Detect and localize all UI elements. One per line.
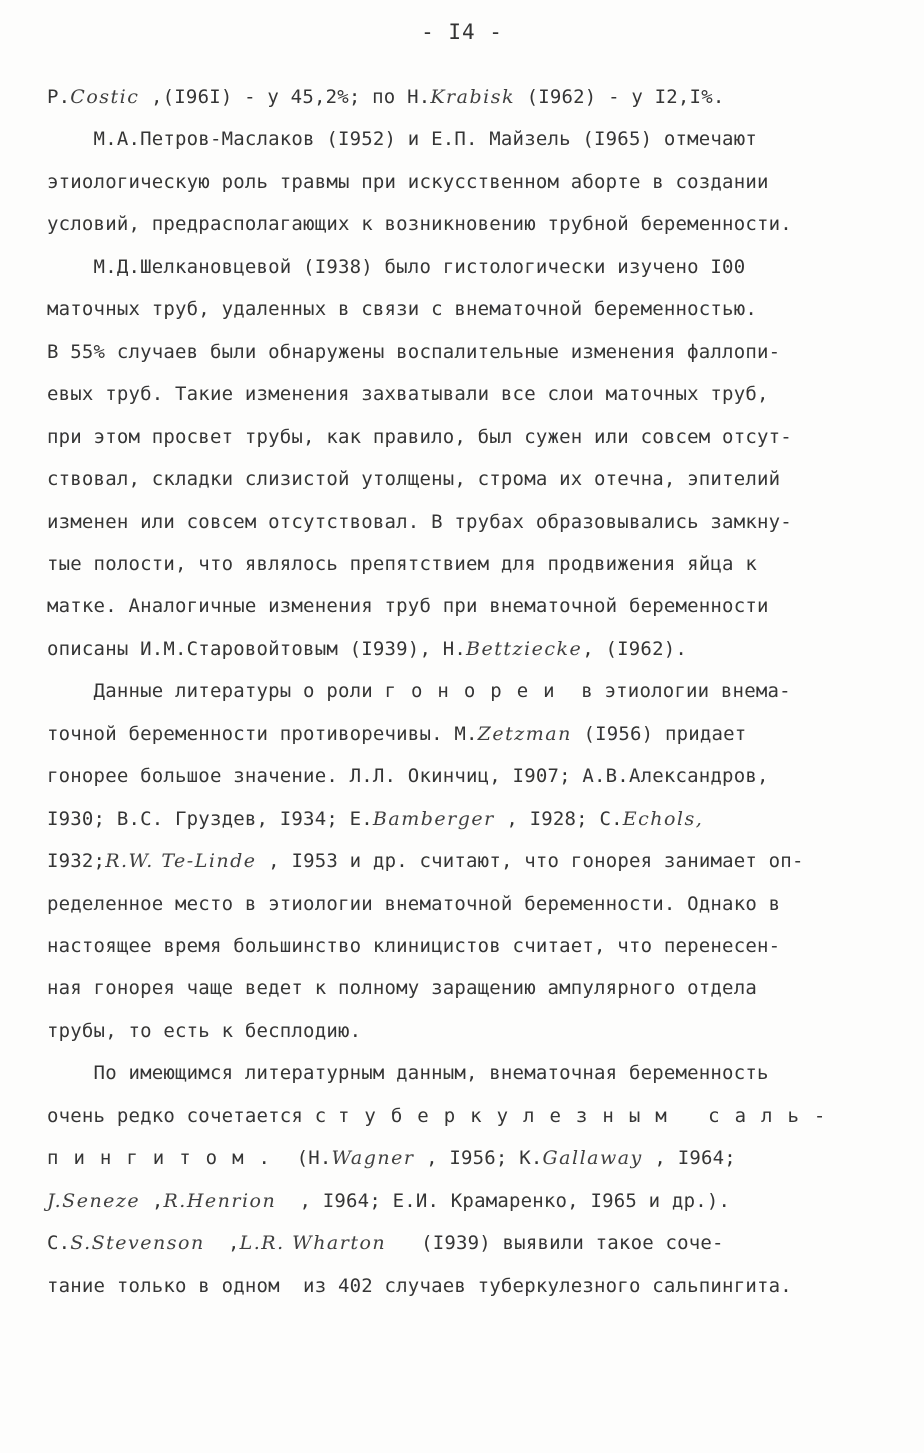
text-line [47,255,746,278]
typed-text: изменен или совсем отсутствовал. В трубах образовывались замкну- [47,510,792,533]
typed-text: (I939) выявили такое сочe- [386,1232,724,1255]
typed-text: ,(I96I) - у 45,2%; по Н. [139,86,431,108]
typed-text: тые полости, что являлось препятствием для продвижения яйца к [47,552,757,575]
typed-text: (Н. [284,1147,332,1170]
typed-text: , [204,1232,240,1255]
text-line [47,1274,792,1297]
handwritten-name: Zetzman [477,722,572,745]
page-number: - I4 - [421,20,503,44]
typed-text: I932; [47,850,106,873]
text-line [47,340,781,363]
typed-text: Р. [47,86,71,108]
typed-text: описаны И.М.Старовойтовым (I939), Н. [47,637,467,660]
text-line [47,215,792,234]
typed-text: , I928; C. [494,807,623,830]
handwritten-name: R.W. Te-Linde [105,850,257,873]
typed-text: , I964; [642,1147,736,1170]
typed-text: настоящее время большинство клиницистов считает, что перенесен- [47,935,781,957]
typed-text: матке. Аналогичные изменения труб при внематочной беременности [47,595,769,618]
text-line [47,937,780,956]
handwritten-name: Bamberger [372,807,495,830]
spaced-emphasis: туберкулезным саль- [337,1104,841,1127]
text-line [47,1149,736,1168]
handwritten-name: Krabisk [430,86,515,108]
text-line [47,767,769,786]
text-line [47,979,757,998]
text-line [47,892,781,915]
text-line [47,852,804,871]
spaced-emphasis: пингитом. [47,1147,285,1170]
spaced-emphasis: гонореи [384,680,570,703]
text-line [47,385,769,404]
typed-text: очень редко сочетается с [47,1104,338,1127]
text-line [47,682,791,701]
text-line [47,637,687,660]
typed-text: ная гонорея чаще ведет к полному заращению ампулярного отдела [47,977,757,1000]
typed-text: тание только в одном из 402 случаев туберкулезного сальпингита. [47,1274,792,1297]
typed-text: гонорее большое значение. Л.Л. Окинчиц, I907; А.В.Александров, [47,765,769,788]
text-line [47,510,792,533]
typed-text: , I956; K. [414,1147,543,1170]
text-line [47,1189,731,1212]
text-line [47,300,757,319]
handwritten-name: J.Seneze [47,1189,141,1212]
handwritten-name: L.R. Wharton [239,1232,387,1255]
text-line [47,1234,724,1253]
typed-text: этиологическую роль травмы при искусственном аборте в создании [47,170,769,193]
text-line [47,722,747,745]
handwritten-name: S.Stevenson [70,1232,205,1255]
handwritten-name: Costic [70,86,140,108]
text-line [47,88,724,107]
typed-text: , I964; Е.И. Крамаренко, I965 и др.). [276,1189,731,1212]
handwritten-name: R.Henrion [163,1189,277,1212]
typed-text: ределенное место в этиологии внематочной беременности. Однако в [47,892,781,915]
handwritten-name: Bettziecke [466,637,583,660]
typed-text: евых труб. Такие изменения захватывали все слои маточных труб, [47,383,769,406]
text-line [47,170,769,193]
typed-text: , I953 и др. считают, что гонорея занимает оп- [256,850,804,873]
typed-text: (I956) придает [571,722,747,745]
typed-text: I930; В.С. Груздев, I934; E. [47,807,373,830]
text-line [47,130,757,149]
text-line [47,1104,841,1127]
typed-text: маточных труб, удаленных в связи с внематочной беременностью. [47,298,757,321]
text-line [47,597,769,616]
handwritten-name: Gallaway [542,1147,643,1170]
typed-text: По имеющимся литературным данным, внематочная беременность [47,1062,769,1085]
typed-text: М.Д.Шелкановцевой (I938) было гистологически изучено I00 [47,255,746,278]
typed-text: трубы, то есть к бесплодию. [47,1019,362,1042]
typed-text: , (I962). [582,637,687,660]
handwritten-name: Echols, [622,807,704,830]
typed-text: (I962) - у I2,I%. [514,86,725,108]
typed-text: при этом просвет трубы, как правило, был сужен или совсем отсут- [47,425,792,448]
typed-text: , [140,1189,164,1212]
typed-text: В 55% случаев были обнаружены воспалительные изменения фаллопи- [47,340,781,363]
text-line [47,470,780,489]
text-line [47,425,792,448]
text-line [47,552,757,575]
typed-text: условий, предрасполагающих к возникновению трубной беременности. [47,213,792,236]
typed-text: C. [47,1232,71,1255]
text-line [47,807,704,830]
typed-text: в этиологии внема- [569,680,791,703]
text-line [47,1064,769,1083]
typed-text: М.А.Петров-Маслаков (I952) и Е.П. Майзель (I965) отмечают [47,128,757,151]
typed-text: Данные литературы о роли [47,680,385,703]
handwritten-name: Wagner [331,1147,415,1170]
typed-text: ствовал, складки слизистой утолщены, строма их отечна, эпителий [47,468,781,491]
typed-text: точной беременности противоречивы. М. [47,722,478,745]
text-line [47,1019,362,1042]
